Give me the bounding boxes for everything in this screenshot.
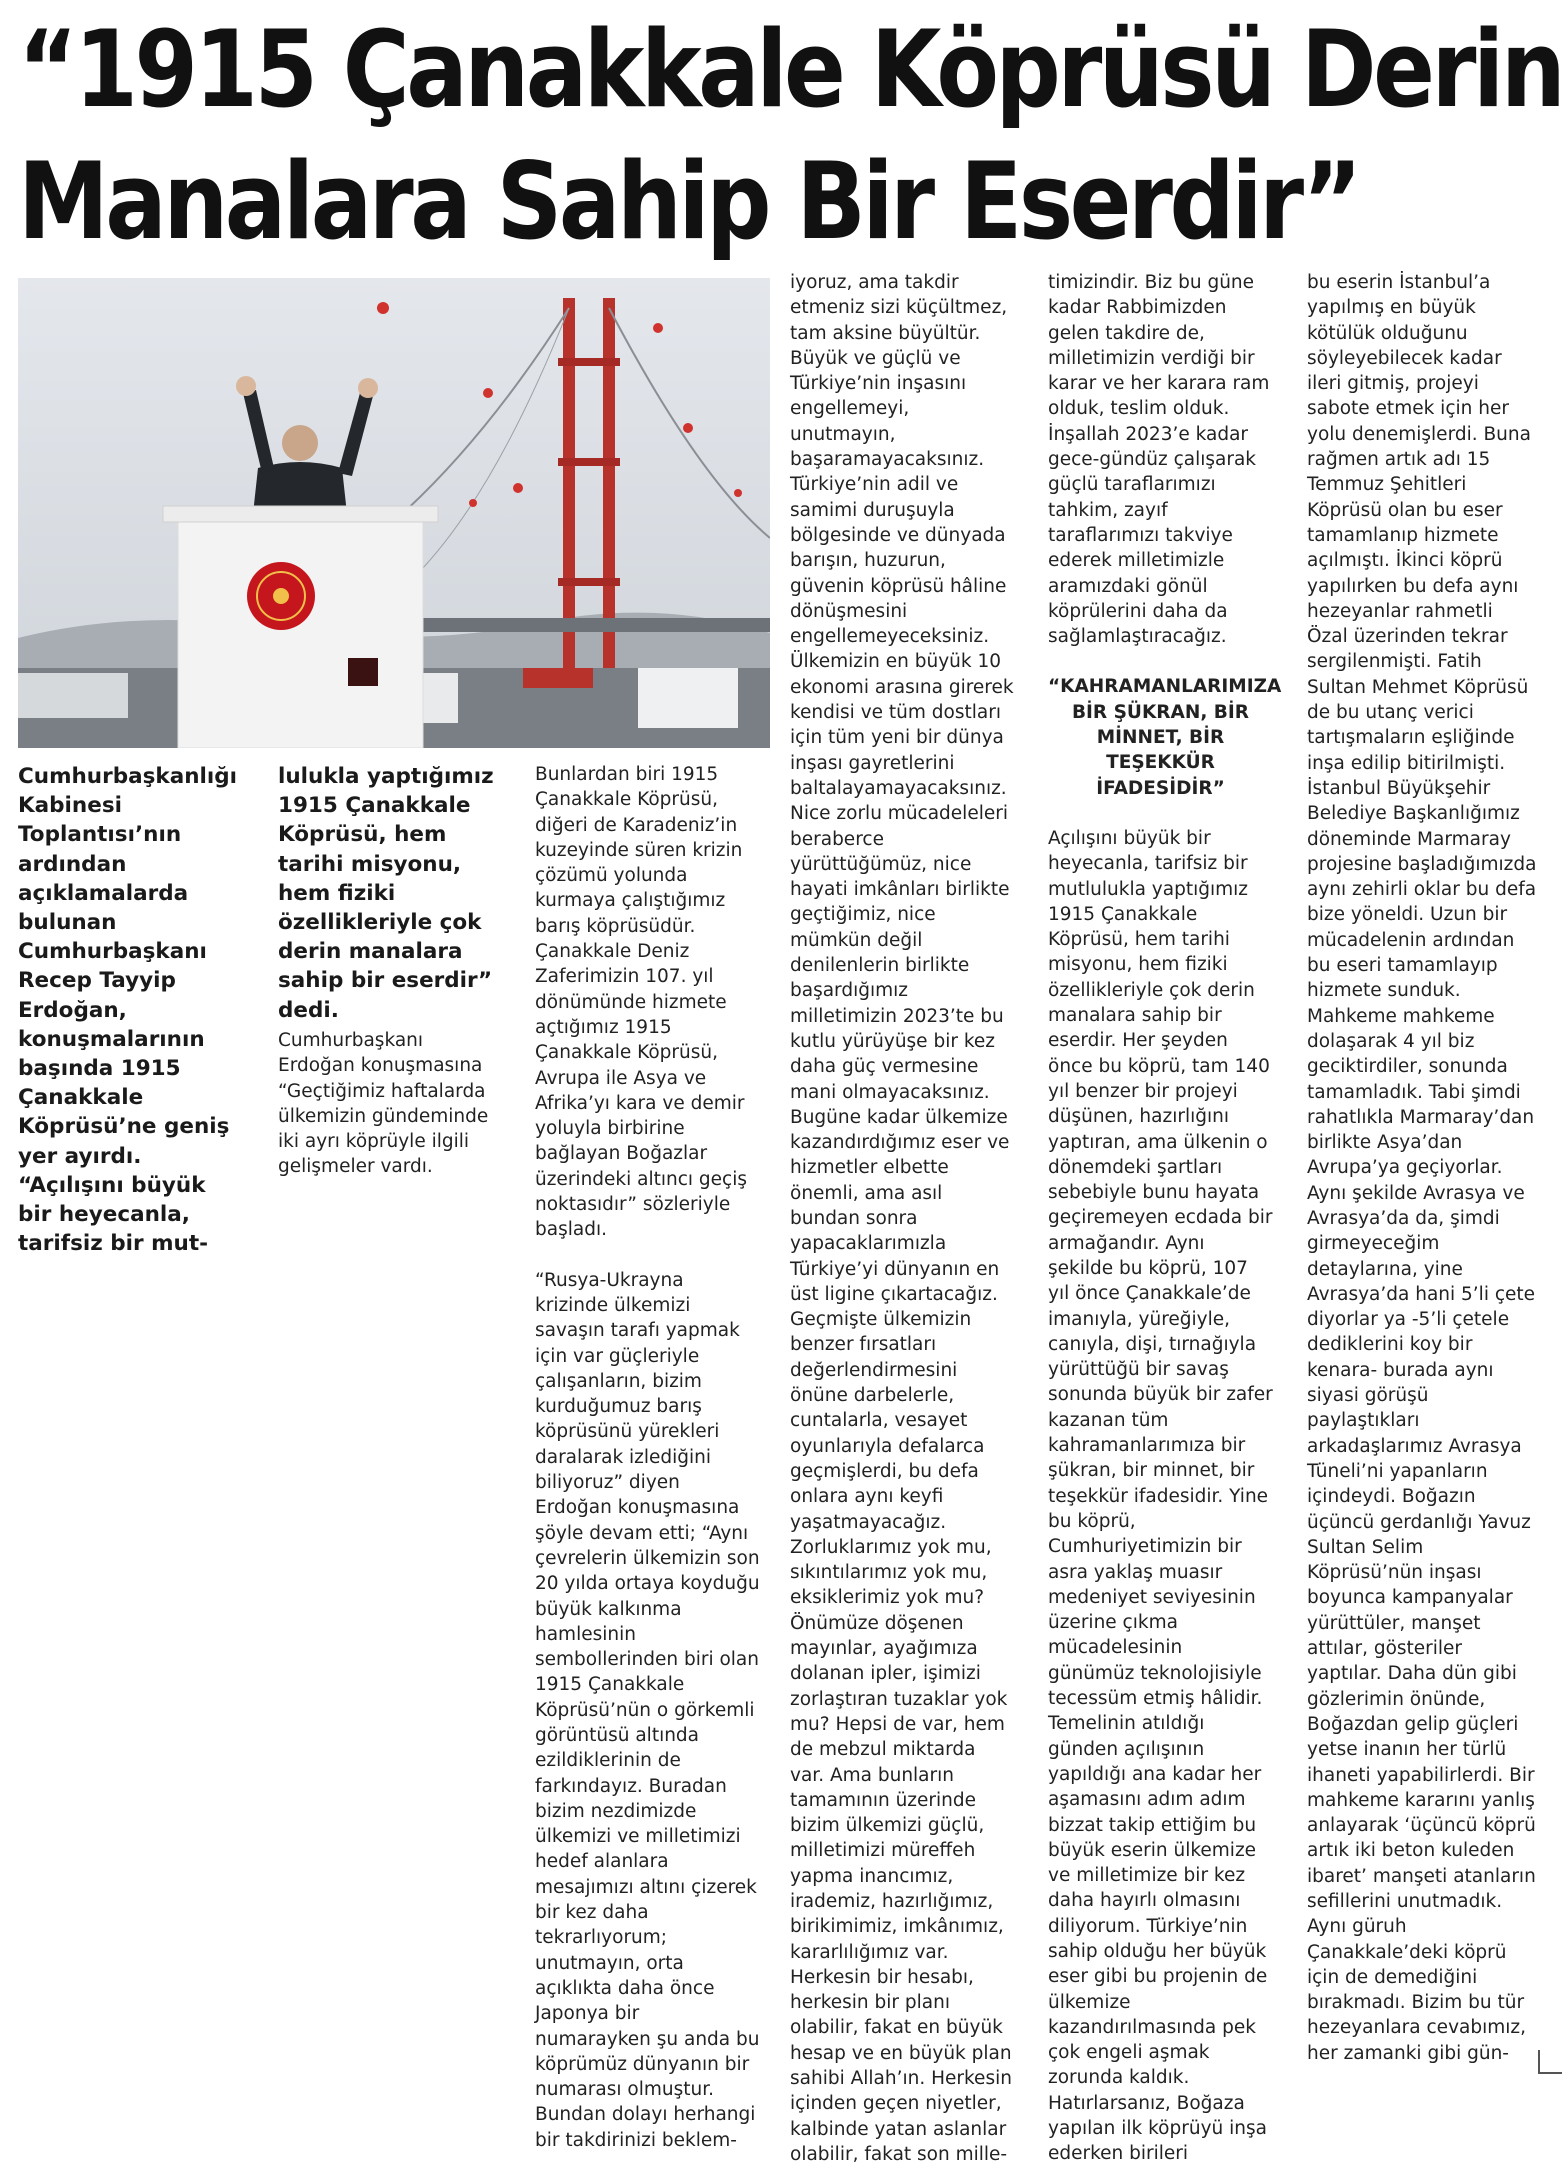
body-col-2 — [278, 1028, 500, 1180]
body-paragraph: Açılışını büyük bir heyecanla, tarifsiz bir mutlulukla yaptığımız 1915 Çanakkale Köprüsü, hem tarihi misyonu, hem fiziki özellikleriyle çok derin manalara sahip bir eserdir. Her şeyden önce bu köprü, tam 140 yıl benzer bir projeyi düşünen, hazırlığını yaptıran, ama ülkenin o dönemdeki şartları sebebiyle bunu hayata geçiremeyen ecdada bir armağandır. Aynı şekilde bu köprü, 107 yıl önce Çanakkale’de imanıyla, yüreğiyle, canıyla, dişi, tırnağıyla yürüttüğü bir savaş sonunda büyük bir zafer kazanan tüm kahramanlarımıza bir şükran, bir minnet, bir teşekkür ifadesidir. Yine bu köprü, Cumhuriyetimizin bir asra yaklaş muasır medeniyet seviyesinin üzerine çıkma mücadelesinin günümüz teknolojisiyle tecessüm etmiş hâlidir. Temelinin atıldığı günden açılışının yapıldığı ana kadar her aşamasını adım adım bizzat takip ettiğim bu büyük eserin ülkemize ve milletimize bir kez daha hayırlı olmasını diliyorum. Türkiye’nin sahip olduğu her büyük eser gibi bu projenin de ülkemize kazandırılmasında pek çok engeli aşmak zorunda kaldık. Hatırlarsanız, Boğaza yapılan ilk köprüyü inşa ederken birileri — [1048, 827, 1273, 2165]
body-paragraph: iyoruz, ama takdir etmeniz sizi küçültmez, tam aksine büyültür. Büyük ve güçlü ve Türkiye’nin inşasını engellemeyi, unutmayın, başaramayacaksınız. Türkiye’nin adil ve samimi duruşuyla bölgesinde ve dünyada barışın, huzurun, güvenin köprüsü hâline dönüşmesini engellemeyeceksiniz. Ülkemizin en büyük 10 ekonomi arasına girerek kendisi ve tüm dostları için tüm yeni bir dünya inşası gayretlerini baltalayamayacaksınız. Nice zorlu mücadeleleri beraberce yürüttüğümüz, nice hayati imkânları birlikte geçtiğimiz, nice mümkün değil denilenlerin birlikte başardığımız milletimizin 2023’te bu kutlu yürüyüşe bir kez daha güç vermesine mani olmayacaksınız. Bugüne kadar ülkemize kazandırdığımız eser ve hizmetler elbette önemli, ama asıl bundan sonra yapacaklarımızla Türkiye’yi dünyanın en üst ligine çıkartacağız. Geçmişte ülkemizin benzer fırsatları değerlendirmesini önüne darbelerle, cuntalarla, vesayet oyunlarıyla defalarca geçmişlerdi, bu defa onlara aynı keyfi yaşatmayacağız. Zorluklarımız yok mu, sıkıntılarımız yok mu, eksiklerimiz yok mu? Önümüze döşenen mayınlar, ayağımıza dolanan ipler, işimizi zorlaştıran tuzaklar yok mu? Hepsi de var, hem de mebzul miktarda var. Ama bunların tamamının üzerinde bizim ülkemizi güçlü, milletimizi müreffeh yapma inancımız, irademiz, hazırlığımız, birikimimiz, imkânımız, kararlılığımız var. Herkesin bir hesabı, herkesin bir planı olabilir, fakat en büyük hesap ve en büyük plan sahibi Allah’ın. Herkesin içinden geçen niyetler, kalbinde yatan aslanlar olabilir, fakat son mille- — [790, 272, 1014, 2165]
body-col-3 — [535, 762, 760, 2153]
headline-line-1: “1915 Çanakkale Köprüsü Derin — [18, 8, 1563, 131]
body-paragraph: Bunlardan biri 1915 Çanakkale Köprüsü, diğeri de Karadeniz’in kuzeyinde süren krizin çözümü yolunda kurmaya çalıştığımız barış köprüsüdür. Çanakkale Deniz Zaferimizin 107. yıl dönümünde hizmete açtığımız 1915 Çanakkale Köprüsü, Avrupa ile Asya ve Afrika’yı kara ve demir yoluyla birbirine bağlayan Boğazlar üzerindeki altıncı geçiş noktasıdır” sözleriyle başladı. — [535, 764, 748, 1241]
body-col-5 — [1048, 270, 1282, 2167]
page-corner-mark — [1538, 2050, 1562, 2074]
headline — [18, 4, 1563, 268]
body-col-4 — [790, 270, 1015, 2167]
news-photo — [18, 278, 770, 748]
lead-col-1: Cumhurbaşkanlığı Kabinesi Toplantısı’nın ardından açıklamalarda bulunan Cumhurbaşkanı Recep Tayyip Erdoğan, konuşmalarının başında 1915 Çanakkale Köprüsü’ne geniş yer ayırdı. “Açılışını büyük bir heyecanla, tarifsiz bir mut- — [18, 764, 238, 1257]
body-paragraph: “Rusya-Ukrayna krizinde ülkemizi savaşın tarafı yapmak için var güçleriyle çalışanların, bizim kurduğumuz barış köprüsünü yürekleri daralarak izlediğini biliyoruz” diyen Erdoğan konuşmasına şöyle devam etti; “Aynı çevrelerin ülkemizin son 20 yılda ortaya koyduğu büyük kalkınma hamlesinin sembollerinden biri olan 1915 Çanakkale Köprüsü’nün o görkemli görüntüsü altında ezildiklerinin de farkındayız. Buradan bizim nezdimizde ülkemizi ve milletimizi hedef alanlara mesajımızı altını çizerek bir kez daha tekrarlıyorum; unutmayın, orta açıklıkta daha önce Japonya bir numarayken şu anda bu köprümüz dünyanın bir numarası olmuştur. Bundan dolayı herhangi bir takdirinizi beklem- — [535, 1269, 760, 2151]
section-subheading: “KAHRAMANLARIMIZA BİR ŞÜKRAN, BİR MİNNET, BİR TEŞEKKÜR İFADESİDİR” — [1048, 676, 1282, 799]
bridge-ceremony-illustration — [18, 278, 770, 748]
lead-col-2: lulukla yaptığımız 1915 Çanakkale Köprüsü, hem tarihi misyonu, hem fiziki özellikleriyle çok derin manalara sahip bir eserdir” dedi. — [278, 764, 494, 1023]
speaker-head — [282, 425, 318, 461]
body-paragraph: Cumhurbaşkanı Erdoğan konuşmasına “Geçtiğimiz haftalarda ülkemizin gündeminde iki ayrı köprüyle ilgili gelişmeler vardı. — [278, 1030, 489, 1178]
podium — [178, 516, 423, 748]
body-paragraph: timizindir. Biz bu güne kadar Rabbimizden gelen takdire de, milletimizin verdiği bir karar ve her karara ram olduk, teslim olduk. İnşallah 2023’e kadar gece-gündüz çalışarak güçlü taraflarımızı tahkim, zayıf taraflarımızı takviye ederek milletimizle aramızdaki gönül köprülerini daha da sağlamlaştıracağız. — [1048, 272, 1270, 648]
headline-line-2: Manalara Sahip Bir Eserdir” — [18, 140, 1359, 263]
body-paragraph: bu eserin İstanbul’a yapılmış en büyük kötülük olduğunu söyleyebilecek kadar ileri gitmiş, projeyi sabote etmek için her yolu denemişlerdi. Buna rağmen artık adı 15 Temmuz Şehitleri Köprüsü olan bu eser tamamlanıp hizmete açılmıştı. İkinci köprü yapılırken bu defa aynı hezeyanlar rahmetli Özal üzerinden tekrar sergilenmişti. Fatih Sultan Mehmet Köprüsü de bu utanç verici tartışmaların eşliğinde inşa edilip bitirilmişti. İstanbul Büyükşehir Belediye Başkanlığımız döneminde Marmaray projesine başladığımızda aynı zehirli oklar bu defa bize yöneldi. Uzun bir mücadelenin ardından bu eseri tamamlayıp hizmete sunduk. Mahkeme mahkeme dolaşarak 4 yıl biz geciktirdiler, sonunda tamamladık. Tabi şimdi rahatlıkla Marmaray’dan birlikte Asya’dan Avrupa’ya geçiyorlar. Aynı şekilde Avrasya ve Avrasya’da da, şimdi girmeyeceğim detaylarına, yine Avrasya’da hani 5’li çete diyorlar ya -5’li çetele dediklerini koy bir kenara- burada aynı siyasi görüşü paylaştıkları arkadaşlarımız Avrasya Tüneli’ni yapanların içindeydi. Boğazın üçüncü gerdanlığı Yavuz Sultan Selim Köprüsü’nün inşası boyunca kampanyalar yürüttüler, manşet attılar, gösteriler yaptılar. Daha dün gibi gözlerimin önünde, Boğazdan gelip güçleri yetse inanın her türlü ihaneti yapabilirlerdi. Bir mahkeme kararını yanlış anlayarak ‘üçüncü köprü artık iki beton kuleden ibaret’ manşeti atanların sefillerini unutmadık. Aynı güruh Çanakkale’deki köprü için de demediğini bırakmadı. Bizim bu tür hezeyanlara cevabımız, her zamanki gibi gün- — [1307, 272, 1537, 2064]
body-col-6 — [1307, 270, 1537, 2066]
